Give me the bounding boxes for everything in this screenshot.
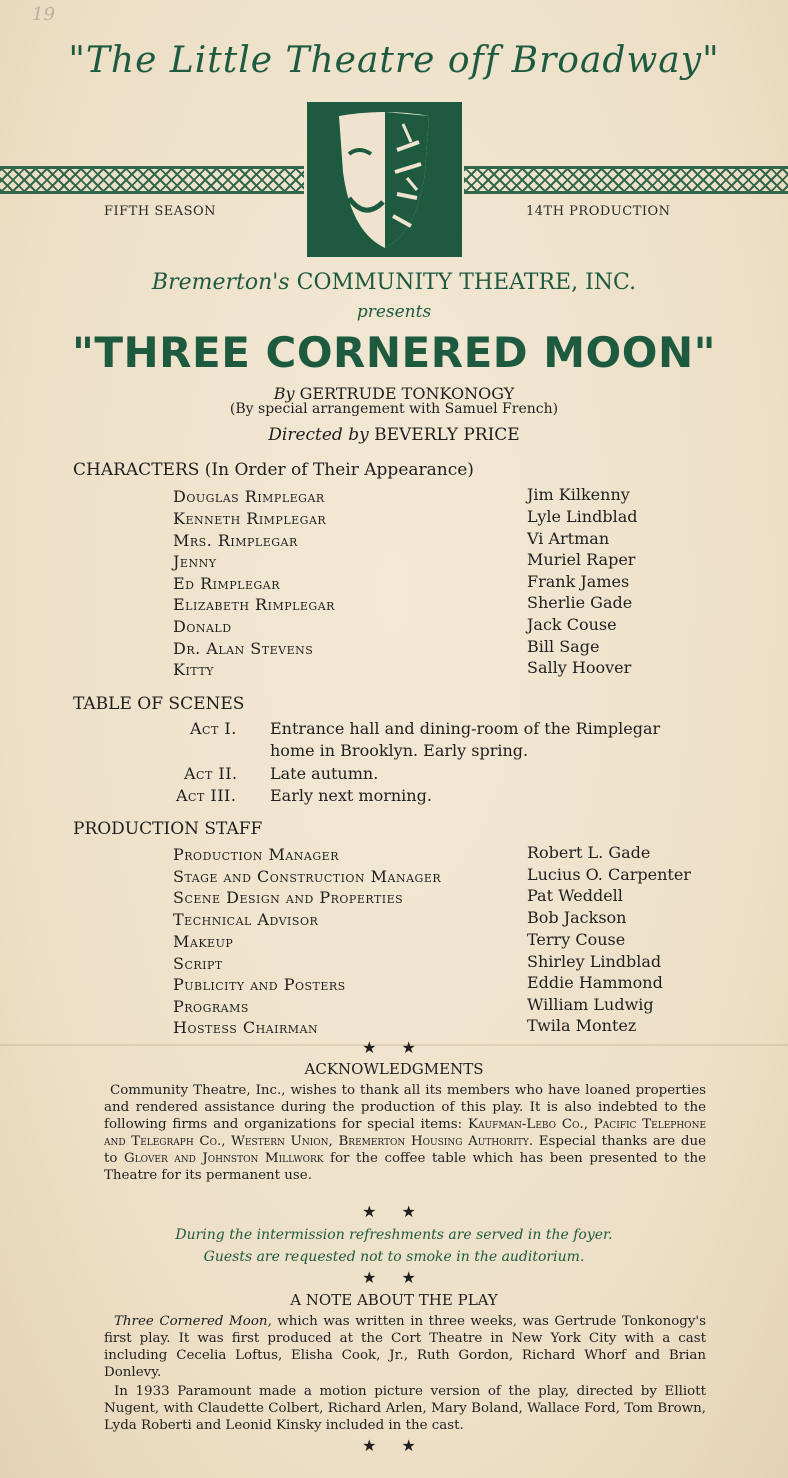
character-role: Dr. Alan Stevens [173,639,314,658]
character-role: Kenneth Rimplegar [173,509,327,528]
character-actor: Muriel Raper [527,550,636,569]
staff-name: Shirley Lindblad [527,952,662,971]
theatre-motto: "The Little Theatre off Broadway" [68,40,720,81]
ack-text: Especial thanks are due to [104,1134,706,1166]
presenter-line [0,270,788,295]
note-paragraph-1 [104,1313,706,1381]
presents-label: presents [356,302,432,322]
character-role: Douglas Rimplegar [173,487,325,506]
decorative-band-left [0,166,304,194]
character-actor: Jim Kilkenny [527,485,630,504]
staff-role: Hostess Chairman [173,1018,319,1037]
staff-role: Makeup [173,932,234,951]
theatre-mask-logo [307,102,462,257]
scene-description: Entrance hall and dining-room of the Rimplegar [270,719,661,738]
scenes-heading: TABLE OF SCENES [73,694,245,714]
staff-role: Technical Advisor [173,910,319,929]
staff-name: Pat Weddell [527,886,623,905]
scene-act: Act II. [184,764,238,783]
play-title: "THREE CORNERED MOON" [72,328,716,377]
director-line [0,425,788,445]
star-divider: ★ ★ [362,1436,426,1455]
staff-name: Bob Jackson [527,908,627,927]
staff-name: Eddie Hammond [527,973,663,992]
scene-act: Act III. [176,786,237,805]
scene-description: Late autumn. [270,764,379,783]
character-actor: Lyle Lindblad [527,507,638,526]
staff-name: William Ludwig [527,995,654,1014]
staff-role: Programs [173,997,249,1016]
ack-text: Community Theatre, Inc., wishes to thank all its members who have loaned properties and rendered assistance during the production of this play. It is also indebted to the following firms and organizations for special items: [104,1083,706,1132]
season-label: FIFTH SEASON [104,204,217,219]
character-role: Mrs. Rimplegar [173,531,298,550]
author-name: GERTRUDE TONKONOGY [299,384,515,403]
author-prefix: By [273,384,295,403]
staff-role: Scene Design and Properties [173,888,404,907]
ack-text: for the coffee table which has been presented to the Theatre for its permanent use. [104,1151,706,1183]
character-actor: Sally Hoover [527,658,632,677]
acknowledgments-paragraph [104,1082,706,1184]
acknowledgments-heading: ACKNOWLEDGMENTS [304,1060,484,1078]
character-role: Jenny [173,552,217,571]
character-actor: Frank James [527,572,630,591]
character-role: Elizabeth Rimplegar [173,595,335,614]
note-paragraph-2: In 1933 Paramount made a motion picture version of the play, directed by Elliott Nugent, with Claudette Colbert, Richard Arlen, Mary Boland, Wallace Ford, Tom Brown, Lyda Roberti and Leonid Kinsky included in the cast. [104,1384,706,1433]
staff-name: Terry Couse [527,930,626,949]
characters-heading: CHARACTERS (In Order of Their Appearance) [73,460,474,480]
staff-name: Lucius O. Carpenter [527,865,691,884]
note-text: which was written in three weeks, was Gertrude Tonkonogy's first play. It was first produced at the Cort Theatre in New York City with a cast including Cecelia Loftus, Elisha Cook, Jr., Ruth Gordon, Richard Whorf and Brian Donlevy. [104,1314,706,1380]
pencil-mark: 19 [32,4,55,25]
staff-name: Twila Montez [527,1016,637,1035]
note-play-title: Three Cornered Moon, [114,1314,272,1329]
presenter-city: Bremerton's [151,270,290,295]
star-divider: ★ ★ [362,1038,426,1057]
staff-role: Production Manager [173,845,339,864]
arrangement-note: (By special arrangement with Samuel French) [229,401,559,417]
production-number: 14TH PRODUCTION [526,204,671,219]
scene-description-cont: home in Brooklyn. Early spring. [270,741,529,760]
director-name: BEVERLY PRICE [374,425,520,445]
character-role: Ed Rimplegar [173,574,280,593]
character-actor: Jack Couse [527,615,617,634]
star-divider: ★ ★ [362,1202,426,1221]
character-actor: Bill Sage [527,637,600,656]
character-actor: Vi Artman [527,529,610,548]
staff-name: Robert L. Gade [527,843,651,862]
intermission-notice: During the intermission refreshments are served in the foyer. [175,1227,613,1243]
staff-heading: PRODUCTION STAFF [73,819,263,839]
character-actor: Sherlie Gade [527,593,633,612]
presenter-name: COMMUNITY THEATRE, INC. [296,270,637,295]
staff-role: Publicity and Posters [173,975,346,994]
staff-role: Stage and Construction Manager [173,867,442,886]
smoking-notice: Guests are requested not to smoke in the auditorium. [203,1249,585,1265]
character-role: Donald [173,617,232,636]
scene-act: Act I. [190,719,237,738]
star-divider: ★ ★ [362,1268,426,1287]
scene-description: Early next morning. [270,786,432,805]
character-role: Kitty [173,660,214,679]
staff-role: Script [173,954,223,973]
note-heading: A NOTE ABOUT THE PLAY [290,1291,498,1309]
ack-firm: Glover and Johnston Millwork [124,1151,324,1166]
director-prefix: Directed by [268,425,369,445]
ack-firms: Kaufman-Lebo Co., Pacific Telephone and Telegraph Co., Western Union, Bremerton Housing Authority. [104,1117,707,1149]
decorative-band-right [464,166,788,194]
